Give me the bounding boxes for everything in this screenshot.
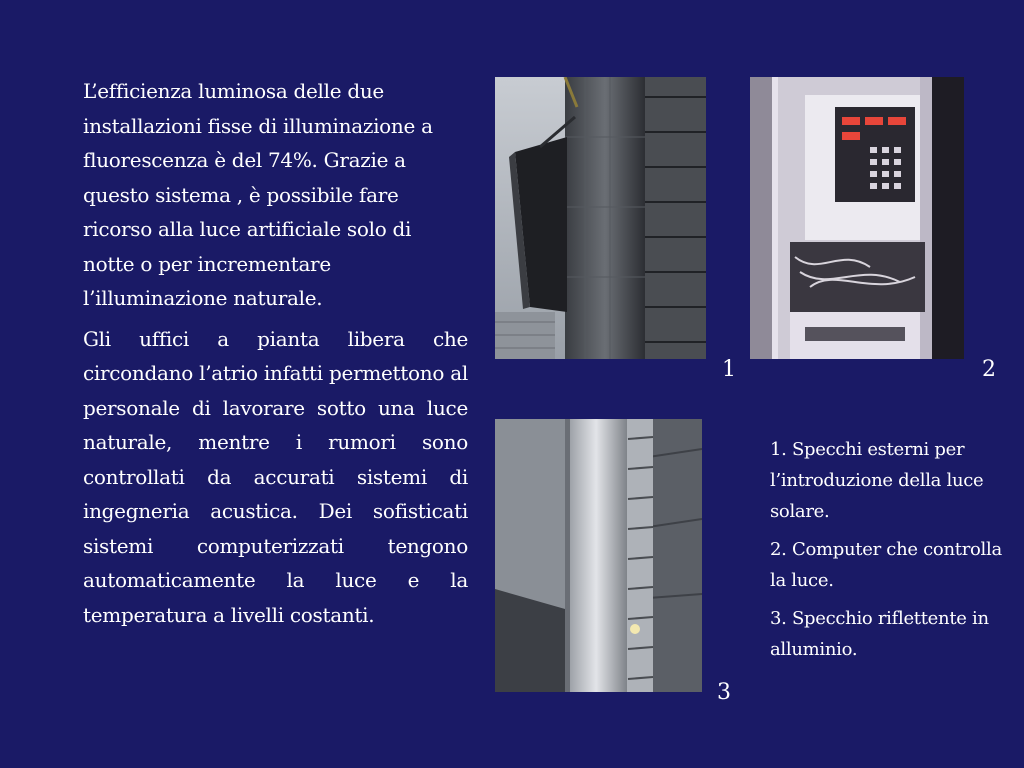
- computer-control-panel-photo: [750, 77, 964, 359]
- figure-number-3: 3: [717, 680, 731, 705]
- figure-captions: [770, 434, 1005, 672]
- paragraph-1: L’efficienza luminosa delle due installazioni fisse di illuminazione a fluorescenza è del 74%. Grazie a questo sistema , è possibile fare ricorso alla luce artificiale solo di notte o per incrementare l’illuminazione naturale.: [83, 79, 433, 310]
- aluminium-reflector-column-photo: [495, 419, 702, 692]
- paragraph-2: Gli uffici a pianta libera che circondano l’atrio infatti permettono al personale di lavorare sotto una luce naturale, mentre i rumori sono controllati da accurati sistemi di ingegneria acustica. Dei sofisticati sistemi computerizzati tengono automaticamente la luce e la temperatura a livelli costanti.: [83, 326, 468, 627]
- building-exterior-mirror-photo: [495, 77, 706, 359]
- caption-2: 2. Computer che controlla la luce.: [770, 539, 1002, 591]
- main-text: [83, 74, 468, 632]
- caption-1: 1. Specchi esterni per l’introduzione della luce solare.: [770, 439, 984, 522]
- caption-3: 3. Specchio riflettente in alluminio.: [770, 608, 989, 660]
- figure-number-1: 1: [722, 357, 736, 382]
- figure-number-2: 2: [982, 357, 996, 382]
